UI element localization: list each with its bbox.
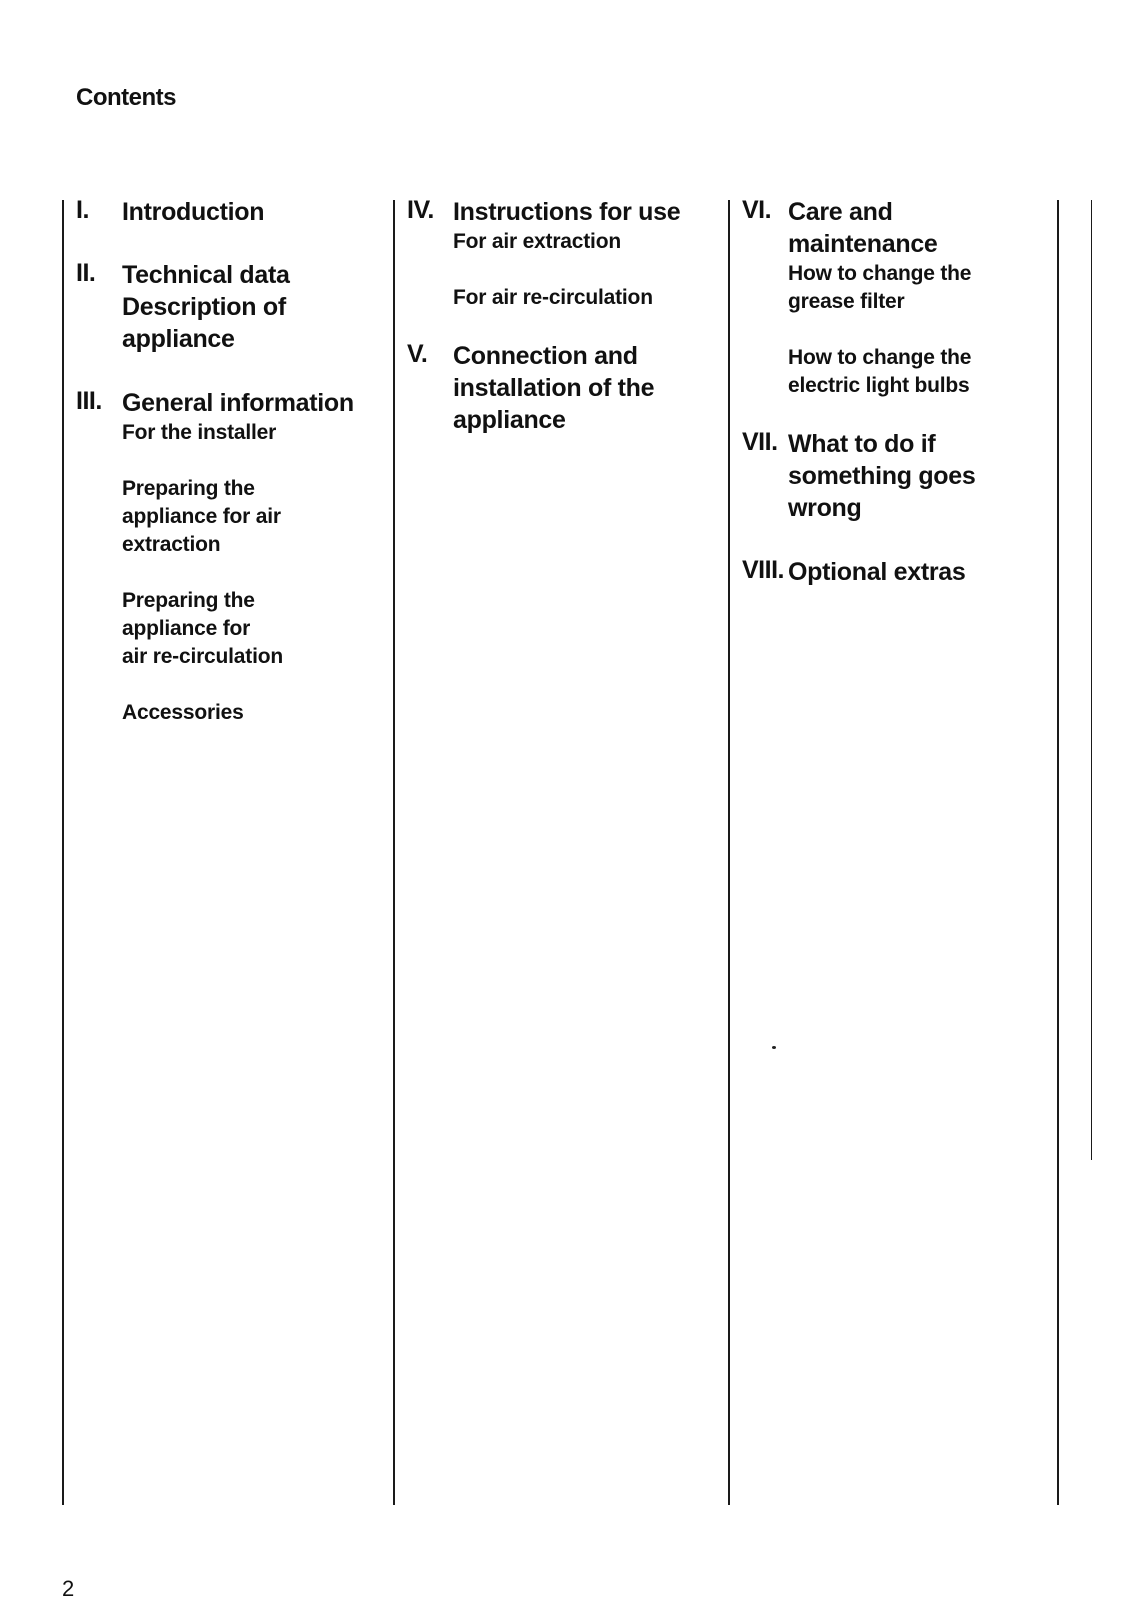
section-heading: Instructions for use (453, 198, 681, 226)
section-general-information[interactable] (76, 387, 376, 727)
subsection-line: Accessories (122, 701, 244, 724)
section-number: I. (76, 196, 89, 224)
subsection-line: grease filter (788, 290, 905, 313)
subsection-line: For air re-circulation (453, 286, 653, 309)
contents-column-2 (407, 196, 717, 436)
subsection-for-the-installer[interactable] (122, 419, 376, 447)
column-rule-3 (1057, 200, 1059, 1505)
section-heading-line: something goes (788, 462, 976, 490)
section-number: VII. (742, 428, 778, 456)
page-title: Contents (76, 84, 176, 111)
column-rule-left (62, 200, 64, 1505)
subsection-preparing-air-recirculation[interactable] (122, 587, 376, 671)
section-heading-line: appliance (122, 325, 235, 353)
section-heading-line: Description of (122, 293, 286, 321)
subsection-line: Preparing the (122, 589, 255, 612)
subsection-accessories[interactable] (122, 699, 376, 727)
section-heading: General information (122, 389, 354, 417)
section-heading-line: Connection and (453, 342, 638, 370)
column-rule-right (1091, 200, 1092, 1160)
section-connection-installation[interactable] (407, 340, 717, 436)
section-number: V. (407, 340, 428, 368)
subsection-change-grease-filter[interactable] (788, 260, 1052, 316)
section-heading-line: appliance (453, 406, 566, 434)
subsection-line: How to change the (788, 262, 972, 285)
section-heading-line: maintenance (788, 230, 938, 258)
section-what-to-do[interactable] (742, 428, 1052, 524)
section-number: VI. (742, 196, 772, 224)
subsection-for-air-recirculation[interactable] (453, 284, 717, 312)
subsection-line: For the installer (122, 421, 277, 444)
subsection-line: extraction (122, 533, 221, 556)
section-number: III. (76, 387, 102, 415)
section-number: IV. (407, 196, 434, 224)
section-heading-line: Care and (788, 198, 893, 226)
print-speck (772, 1046, 776, 1049)
section-heading-line: wrong (788, 494, 862, 522)
subsection-line: air re-circulation (122, 645, 283, 668)
subsection-for-air-extraction[interactable] (453, 228, 717, 256)
subsection-line: electric light bulbs (788, 374, 970, 397)
subsection-change-light-bulbs[interactable] (788, 344, 1052, 400)
section-heading: Introduction (122, 198, 265, 226)
section-heading-line: What to do if (788, 430, 936, 458)
page-number: 2 (62, 1576, 75, 1601)
column-rule-1 (393, 200, 395, 1505)
section-instructions-for-use[interactable] (407, 196, 717, 312)
section-technical-data[interactable] (76, 259, 376, 355)
subsection-line: appliance for air (122, 505, 281, 528)
section-heading-line: installation of the (453, 374, 655, 402)
column-rule-2 (728, 200, 730, 1505)
contents-column-3 (742, 196, 1052, 588)
contents-column-1 (76, 196, 376, 727)
section-care-and-maintenance[interactable] (742, 196, 1052, 400)
section-number: II. (76, 259, 96, 287)
section-optional-extras[interactable] (742, 556, 1052, 588)
section-heading-line: Technical data (122, 261, 290, 289)
subsection-line: Preparing the (122, 477, 255, 500)
section-number: VIII. (742, 556, 784, 584)
section-introduction[interactable] (76, 196, 376, 228)
subsection-line: How to change the (788, 346, 972, 369)
subsection-line: For air extraction (453, 230, 621, 253)
subsection-preparing-air-extraction[interactable] (122, 475, 376, 559)
section-heading: Optional extras (788, 558, 966, 586)
subsection-line: appliance for (122, 617, 251, 640)
